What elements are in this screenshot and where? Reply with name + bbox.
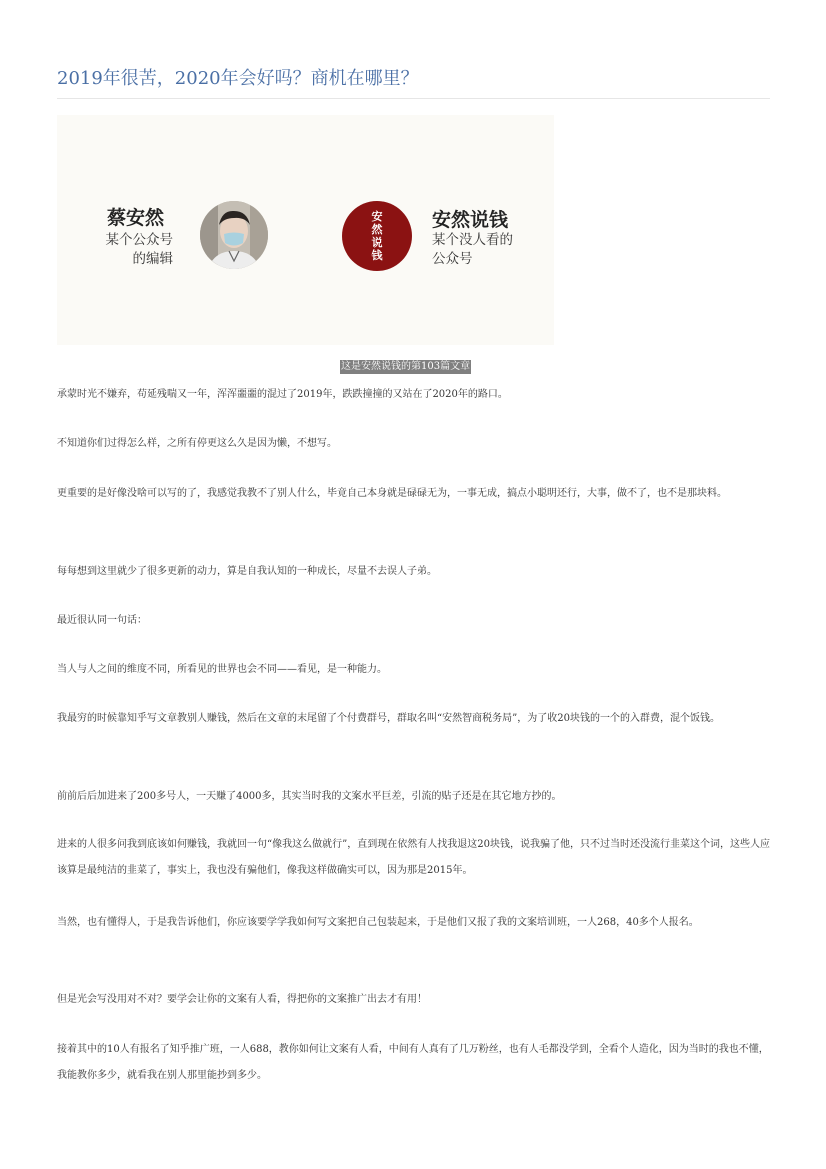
article-count-caption: 这是安然说钱的第103篇文章 (341, 361, 471, 372)
brand-seal-logo: 安然说钱 (342, 201, 412, 271)
paragraph: 进来的人很多问我到底该如何赚钱，我就回一句“像我这么做就行”，直到现在依然有人找我退这20块钱，说我骗了他，只不过当时还没流行韭菜这个词，这些人应该算是最纯洁的韭菜了，事实上，我也没有骗他们，像我这样做确实可以，因为那是2015年。 (57, 839, 770, 876)
article-title: 2019年很苦，2020年会好吗？商机在哪里？ (57, 68, 419, 89)
paragraph: 更重要的是好像没啥可以写的了，我感觉我教不了别人什么，毕竟自己本身就是碌碌无为，一事无成，搞点小聪明还行，大事，做不了，也不是那块料。 (57, 488, 727, 499)
brand-description: 某个没人看的 公众号 (432, 232, 513, 267)
paragraph: 前前后后加进来了200多号人，一天赚了4000多，其实当时我的文案水平巨差，引流的贴子还是在其它地方抄的。 (57, 791, 562, 802)
title-divider (57, 98, 770, 99)
paragraph: 承蒙时光不嫌弃，苟延残喘又一年，浑浑噩噩的混过了2019年，跌跌撞撞的又站在了2020年的路口。 (57, 389, 508, 400)
paragraph: 接着其中的10人有报名了知乎推广班，一人688，教你如何让文案有人看，中间有人真有了几万粉丝，也有人毛都没学到，全看个人造化，因为当时的我也不懂，我能教你多少，就看我在别人那里能抄到多少。 (57, 1044, 769, 1081)
paragraph: 但是光会写没用对不对？要学会让你的文案有人看，得把你的文案推广出去才有用！ (57, 994, 427, 1005)
paragraph: 我最穷的时候靠知乎写文章教别人赚钱，然后在文章的末尾留了个付费群号，群取名叫“安然智商税务局”，为了收20块钱的一个的入群费，混个饭钱。 (57, 713, 720, 724)
author-description: 某个公众号 的编辑 (105, 232, 173, 267)
header-banner-image (57, 115, 554, 345)
paragraph: 当然，也有懂得人，于是我告诉他们，你应该要学学我如何写文案把自己包装起来，于是他们又报了我的文案培训班，一人268，40多个人报名。 (57, 917, 699, 928)
paragraph: 当人与人之间的维度不同，所看见的世界也会不同——看见，是一种能力。 (57, 664, 387, 675)
brand-name: 安然说钱 (432, 209, 509, 231)
paragraph: 不知道你们过得怎么样，之所有停更这么久是因为懒，不想写。 (57, 438, 337, 449)
author-name: 蔡安然 (107, 207, 165, 229)
paragraph: 每每想到这里就少了很多更新的动力，算是自我认知的一种成长，尽量不去误人子弟。 (57, 566, 437, 577)
paragraph: 最近很认同一句话： (57, 615, 147, 626)
author-avatar (200, 201, 268, 269)
